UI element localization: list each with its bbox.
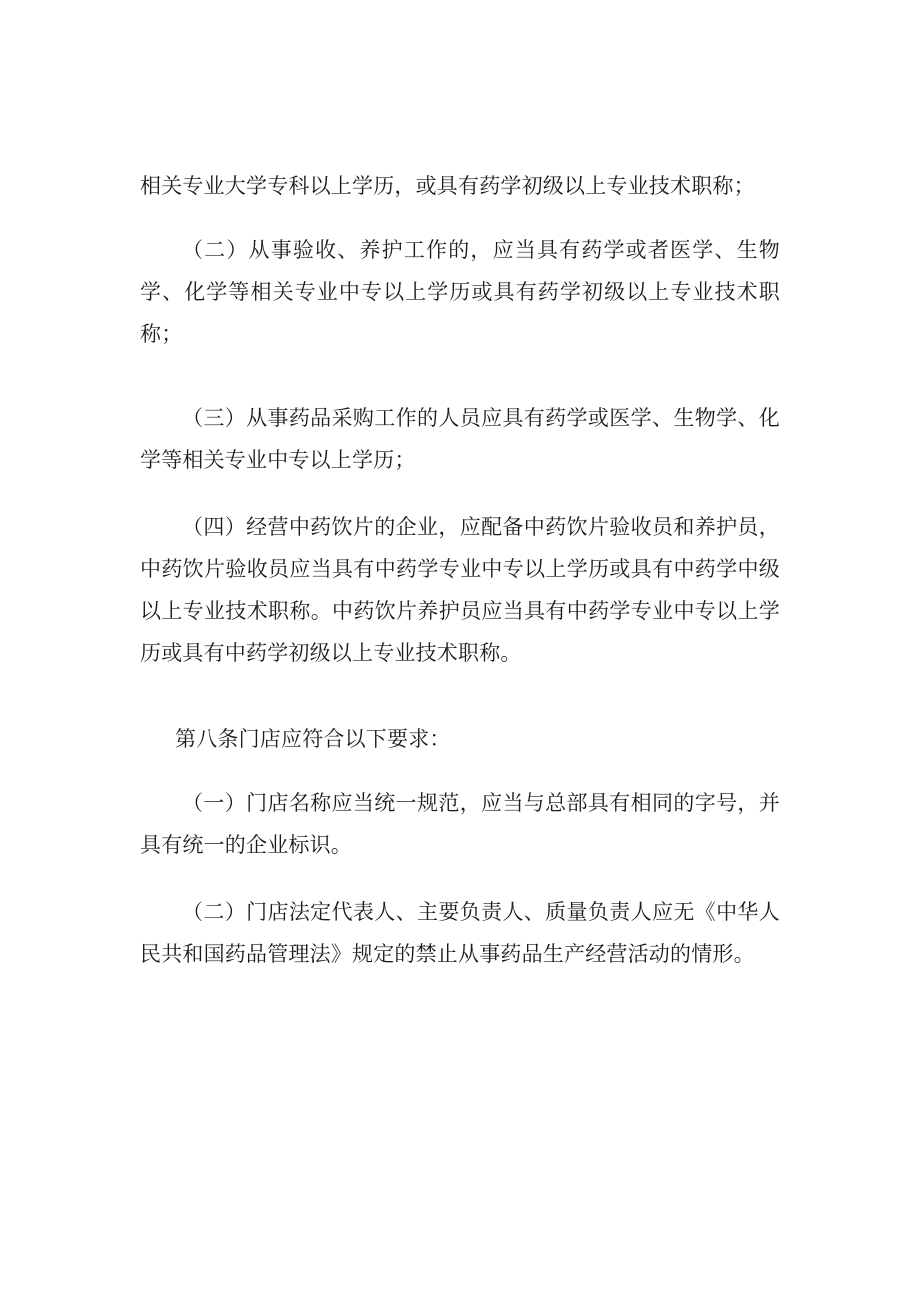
paragraph-continuation: 相关专业大学专科以上学历，或具有药学初级以上专业技术职称； — [140, 174, 755, 198]
paragraph-store-item-2: （二）门店法定代表人、主要负责人、质量负责人应无《中华人民共和国药品管理法》规定的禁止从事药品生产经营活动的情形。 — [140, 900, 780, 966]
paragraph-item-4: （四）经营中药饮片的企业，应配备中药饮片验收员和养护员，中药饮片验收员应当具有中药学专业中专以上学历或具有中药学中级以上专业技术职称。中药饮片养护员应当具有中药学专业中专以上学历或具有中药学初级以上专业技术职称。 — [140, 515, 780, 665]
paragraph-item-2: （二）从事验收、养护工作的，应当具有药学或者医学、生物学、化学等相关专业中专以上学历或具有药学初级以上专业技术职称； — [140, 238, 780, 346]
article-8-heading: 第八条门店应符合以下要求： — [175, 727, 451, 751]
paragraph-item-3: （三）从事药品采购工作的人员应具有药学或医学、生物学、化学等相关专业中专以上学历； — [140, 406, 780, 472]
paragraph-store-item-1: （一）门店名称应当统一规范，应当与总部具有相同的字号，并具有统一的企业标识。 — [140, 791, 780, 857]
